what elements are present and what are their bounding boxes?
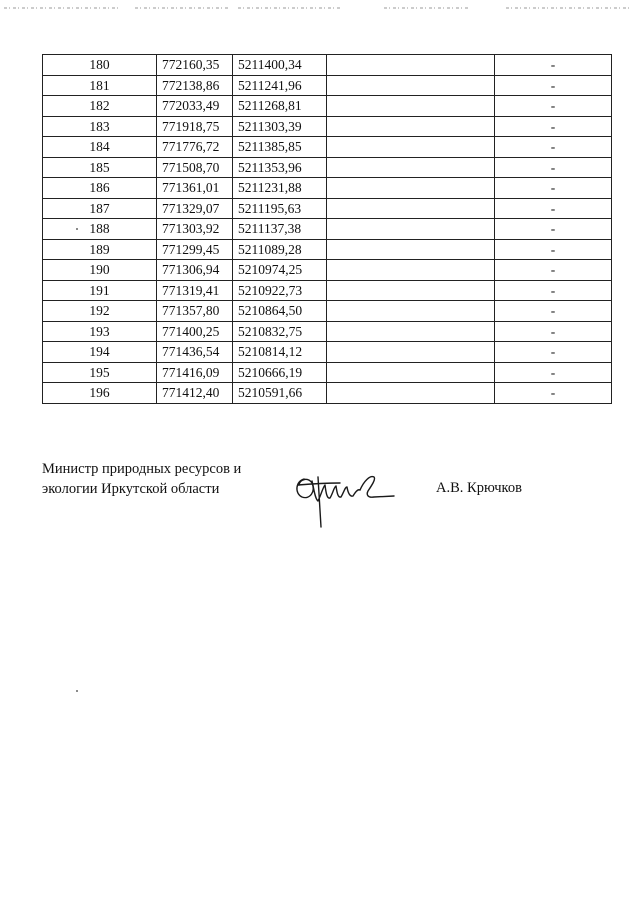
coordinate-y-cell: 5211353,96 bbox=[233, 157, 327, 178]
point-number-cell: 186 bbox=[43, 178, 157, 199]
point-number-cell: 189 bbox=[43, 239, 157, 260]
dash-cell: - bbox=[495, 178, 612, 199]
coordinate-y-cell: 5211303,39 bbox=[233, 116, 327, 137]
table-row bbox=[43, 137, 612, 158]
coordinate-x-cell: 771918,75 bbox=[157, 116, 233, 137]
coordinate-x-cell: 771436,54 bbox=[157, 342, 233, 363]
table-row bbox=[43, 75, 612, 96]
empty-cell bbox=[327, 260, 495, 281]
coordinate-x-cell: 771306,94 bbox=[157, 260, 233, 281]
point-number-cell: 181 bbox=[43, 75, 157, 96]
empty-cell bbox=[327, 178, 495, 199]
point-number-cell: 194 bbox=[43, 342, 157, 363]
table-row bbox=[43, 383, 612, 404]
empty-cell bbox=[327, 219, 495, 240]
dash-cell: - bbox=[495, 116, 612, 137]
coordinate-x-cell: 772138,86 bbox=[157, 75, 233, 96]
dash-cell: - bbox=[495, 96, 612, 117]
dash-cell: - bbox=[495, 362, 612, 383]
empty-cell bbox=[327, 383, 495, 404]
coordinate-x-cell: 771357,80 bbox=[157, 301, 233, 322]
coordinate-y-cell: 5211268,81 bbox=[233, 96, 327, 117]
dash-cell: - bbox=[495, 383, 612, 404]
table-row bbox=[43, 321, 612, 342]
point-number-cell: 192 bbox=[43, 301, 157, 322]
empty-cell bbox=[327, 198, 495, 219]
signature-block bbox=[42, 459, 602, 539]
coordinate-x-cell: 771508,70 bbox=[157, 157, 233, 178]
scan-top-edge-noise bbox=[0, 0, 639, 14]
coordinate-y-cell: 5210814,12 bbox=[233, 342, 327, 363]
coordinate-y-cell: 5211137,38 bbox=[233, 219, 327, 240]
table-row bbox=[43, 301, 612, 322]
empty-cell bbox=[327, 321, 495, 342]
table-row bbox=[43, 280, 612, 301]
signatory-title-line-2: экологии Иркутской области bbox=[42, 481, 220, 497]
coordinate-y-cell: 5211195,63 bbox=[233, 198, 327, 219]
table-row bbox=[43, 55, 612, 76]
point-number-cell: 188 bbox=[43, 219, 157, 240]
table-row bbox=[43, 219, 612, 240]
dash-cell: - bbox=[495, 321, 612, 342]
coordinate-y-cell: 5210922,73 bbox=[233, 280, 327, 301]
table-row bbox=[43, 198, 612, 219]
point-number-cell: 182 bbox=[43, 96, 157, 117]
point-number-cell: 183 bbox=[43, 116, 157, 137]
coordinate-x-cell: 771412,40 bbox=[157, 383, 233, 404]
empty-cell bbox=[327, 96, 495, 117]
dash-cell: - bbox=[495, 342, 612, 363]
empty-cell bbox=[327, 239, 495, 260]
coordinate-y-cell: 5210974,25 bbox=[233, 260, 327, 281]
scan-speck bbox=[76, 228, 78, 230]
coordinate-y-cell: 5210591,66 bbox=[233, 383, 327, 404]
dash-cell: - bbox=[495, 219, 612, 240]
table-row bbox=[43, 342, 612, 363]
coordinate-y-cell: 5210864,50 bbox=[233, 301, 327, 322]
empty-cell bbox=[327, 75, 495, 96]
coordinates-table bbox=[42, 54, 612, 404]
point-number-cell: 190 bbox=[43, 260, 157, 281]
handwritten-signature bbox=[290, 465, 400, 531]
empty-cell bbox=[327, 362, 495, 383]
coordinate-x-cell: 771400,25 bbox=[157, 321, 233, 342]
table-row bbox=[43, 96, 612, 117]
coordinate-y-cell: 5211231,88 bbox=[233, 178, 327, 199]
coordinate-x-cell: 771319,41 bbox=[157, 280, 233, 301]
empty-cell bbox=[327, 137, 495, 158]
coordinate-y-cell: 5211241,96 bbox=[233, 75, 327, 96]
empty-cell bbox=[327, 280, 495, 301]
dash-cell: - bbox=[495, 239, 612, 260]
table-row bbox=[43, 157, 612, 178]
empty-cell bbox=[327, 55, 495, 76]
coordinate-x-cell: 771416,09 bbox=[157, 362, 233, 383]
coordinate-x-cell: 772033,49 bbox=[157, 96, 233, 117]
empty-cell bbox=[327, 301, 495, 322]
dash-cell: - bbox=[495, 157, 612, 178]
coordinate-y-cell: 5211400,34 bbox=[233, 55, 327, 76]
empty-cell bbox=[327, 157, 495, 178]
coordinate-x-cell: 771299,45 bbox=[157, 239, 233, 260]
table-row bbox=[43, 260, 612, 281]
dash-cell: - bbox=[495, 75, 612, 96]
table-row bbox=[43, 178, 612, 199]
point-number-cell: 193 bbox=[43, 321, 157, 342]
point-number-cell: 195 bbox=[43, 362, 157, 383]
dash-cell: - bbox=[495, 137, 612, 158]
table-row bbox=[43, 362, 612, 383]
dash-cell: - bbox=[495, 55, 612, 76]
point-number-cell: 196 bbox=[43, 383, 157, 404]
coordinate-y-cell: 5210666,19 bbox=[233, 362, 327, 383]
signatory-name: А.В. Крючков bbox=[436, 480, 522, 496]
signatory-title-line-1: Министр природных ресурсов и bbox=[42, 461, 242, 477]
dash-cell: - bbox=[495, 301, 612, 322]
coordinate-x-cell: 771329,07 bbox=[157, 198, 233, 219]
dash-cell: - bbox=[495, 280, 612, 301]
point-number-cell: 191 bbox=[43, 280, 157, 301]
point-number-cell: 185 bbox=[43, 157, 157, 178]
signatory-title bbox=[42, 459, 282, 499]
dash-cell: - bbox=[495, 260, 612, 281]
coordinate-y-cell: 5211385,85 bbox=[233, 137, 327, 158]
point-number-cell: 180 bbox=[43, 55, 157, 76]
dash-cell: - bbox=[495, 198, 612, 219]
scan-speck bbox=[76, 690, 78, 692]
empty-cell bbox=[327, 116, 495, 137]
coordinate-x-cell: 772160,35 bbox=[157, 55, 233, 76]
coordinate-x-cell: 771361,01 bbox=[157, 178, 233, 199]
point-number-cell: 187 bbox=[43, 198, 157, 219]
point-number-cell: 184 bbox=[43, 137, 157, 158]
coordinates-table-body bbox=[43, 55, 612, 404]
table-row bbox=[43, 239, 612, 260]
empty-cell bbox=[327, 342, 495, 363]
coordinate-x-cell: 771303,92 bbox=[157, 219, 233, 240]
coordinate-y-cell: 5211089,28 bbox=[233, 239, 327, 260]
coordinate-x-cell: 771776,72 bbox=[157, 137, 233, 158]
table-row bbox=[43, 116, 612, 137]
coordinate-y-cell: 5210832,75 bbox=[233, 321, 327, 342]
